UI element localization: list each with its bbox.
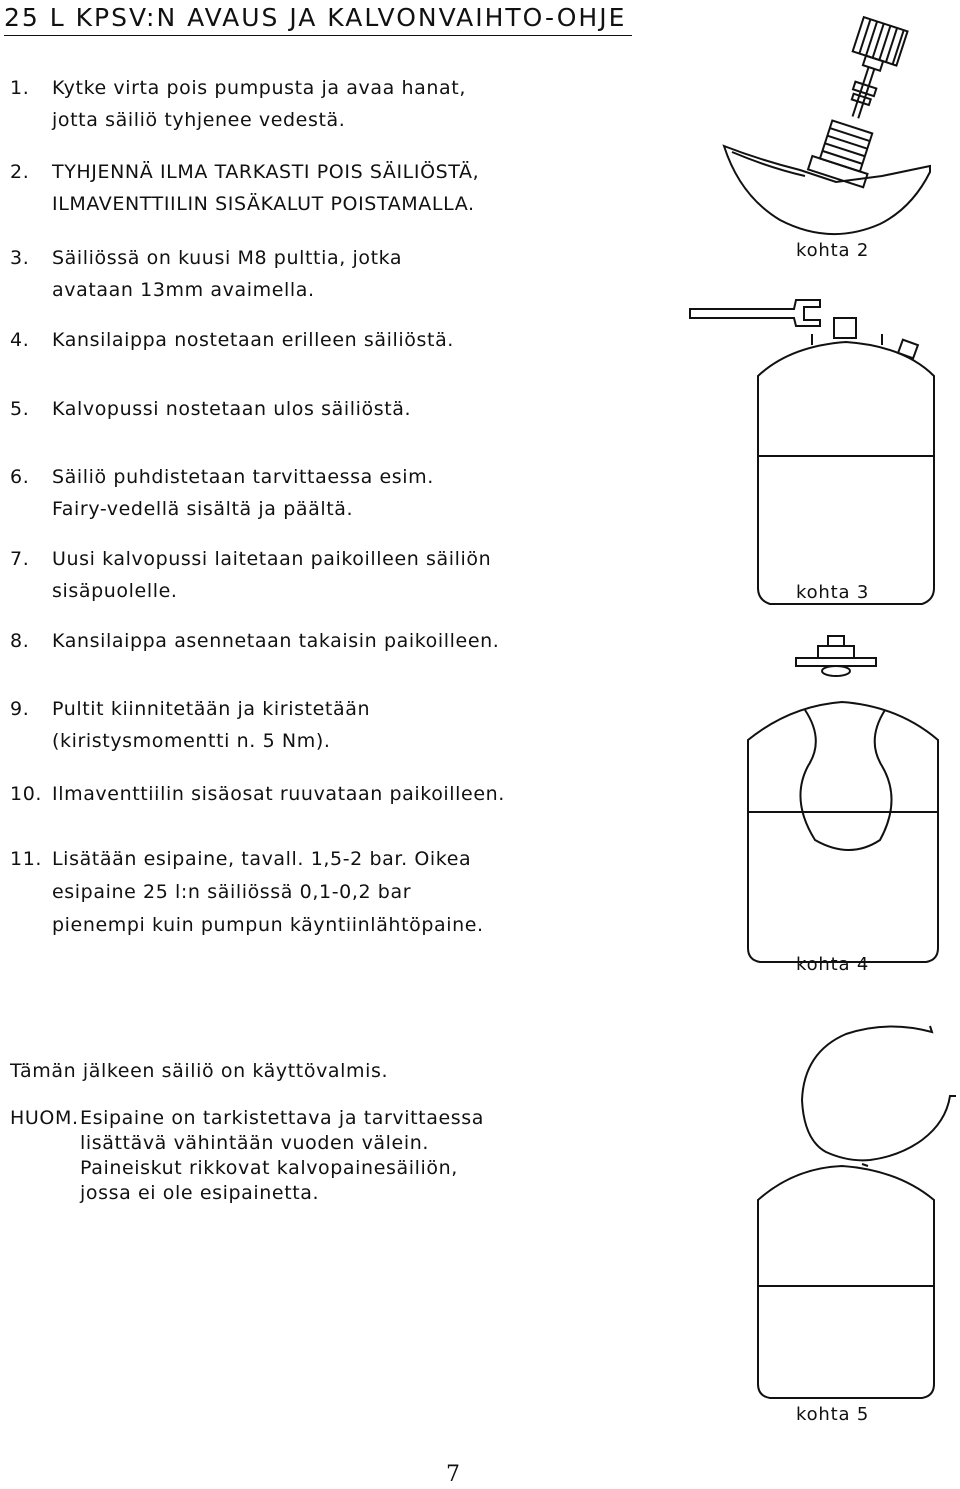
- membrane-bag-tank-icon: [758, 1026, 956, 1398]
- step-text: Kansilaippa asennetaan takaisin paikoilleen.: [52, 630, 500, 652]
- step-text: sisäpuolelle.: [52, 580, 178, 602]
- huom-text: Paineiskut rikkovat kalvopainesäiliön,: [80, 1157, 458, 1179]
- step-text: pienempi kuin pumpun käyntiinlähtöpaine.: [52, 914, 484, 936]
- step-number: 10.: [10, 783, 43, 805]
- page-number: 7: [446, 1462, 460, 1487]
- ready-note: Tämän jälkeen säiliö on käyttövalmis.: [10, 1060, 389, 1082]
- figure-label-kohta-4: kohta 4: [796, 954, 870, 975]
- figure-label-kohta-3: kohta 3: [796, 582, 870, 603]
- step-number: 4.: [10, 329, 30, 351]
- figure-label-kohta-5: kohta 5: [796, 1404, 870, 1425]
- huom-text: lisättävä vähintään vuoden välein.: [80, 1132, 429, 1154]
- step-text: Kytke virta pois pumpusta ja avaa hanat,: [52, 77, 466, 99]
- step-text: Säiliössä on kuusi M8 pulttia, jotka: [52, 247, 403, 269]
- valve-core-removal-icon: [724, 15, 930, 234]
- step-text: Säiliö puhdistetaan tarvittaessa esim.: [52, 466, 434, 488]
- step-number: 6.: [10, 466, 30, 488]
- step-text: Uusi kalvopussi laitetaan paikoilleen säiliön: [52, 548, 492, 570]
- step-text: avataan 13mm avaimella.: [52, 279, 315, 301]
- step-number: 11.: [10, 848, 43, 870]
- step-text: Kalvopussi nostetaan ulos säiliöstä.: [52, 398, 412, 420]
- step-text: jotta säiliö tyhjenee vedestä.: [52, 109, 346, 131]
- page-title: 25 L KPSV:N AVAUS JA KALVONVAIHTO-OHJE: [4, 2, 632, 36]
- step-text: Ilmaventtiilin sisäosat ruuvataan paikoilleen.: [52, 783, 505, 805]
- huom-text: jossa ei ole esipainetta.: [80, 1182, 320, 1204]
- step-number: 1.: [10, 77, 30, 99]
- step-text: TYHJENNÄ ILMA TARKASTI POIS SÄILIÖSTÄ,: [52, 161, 480, 183]
- step-text: Kansilaippa nostetaan erilleen säiliöstä.: [52, 329, 454, 351]
- step-text: Lisätään esipaine, tavall. 1,5-2 bar. Oikea: [52, 848, 472, 870]
- huom-label: HUOM.: [10, 1107, 79, 1129]
- step-text: Fairy-vedellä sisältä ja päältä.: [52, 498, 354, 520]
- step-number: 2.: [10, 161, 30, 183]
- figure-label-kohta-2: kohta 2: [796, 240, 870, 261]
- wrench-on-tank-icon: [690, 300, 934, 604]
- step-text: ILMAVENTTIILIN SISÄKALUT POISTAMALLA.: [52, 193, 475, 215]
- step-text: Pultit kiinnitetään ja kiristetään: [52, 698, 371, 720]
- step-text: (kiristysmomentti n. 5 Nm).: [52, 730, 331, 752]
- step-number: 7.: [10, 548, 30, 570]
- step-number: 5.: [10, 398, 30, 420]
- flange-and-membrane-tank-icon: [748, 636, 938, 962]
- step-number: 3.: [10, 247, 30, 269]
- step-number: 9.: [10, 698, 30, 720]
- step-text: esipaine 25 l:n säiliössä 0,1-0,2 bar: [52, 881, 412, 903]
- huom-text: Esipaine on tarkistettava ja tarvittaessa: [80, 1107, 484, 1129]
- step-number: 8.: [10, 630, 30, 652]
